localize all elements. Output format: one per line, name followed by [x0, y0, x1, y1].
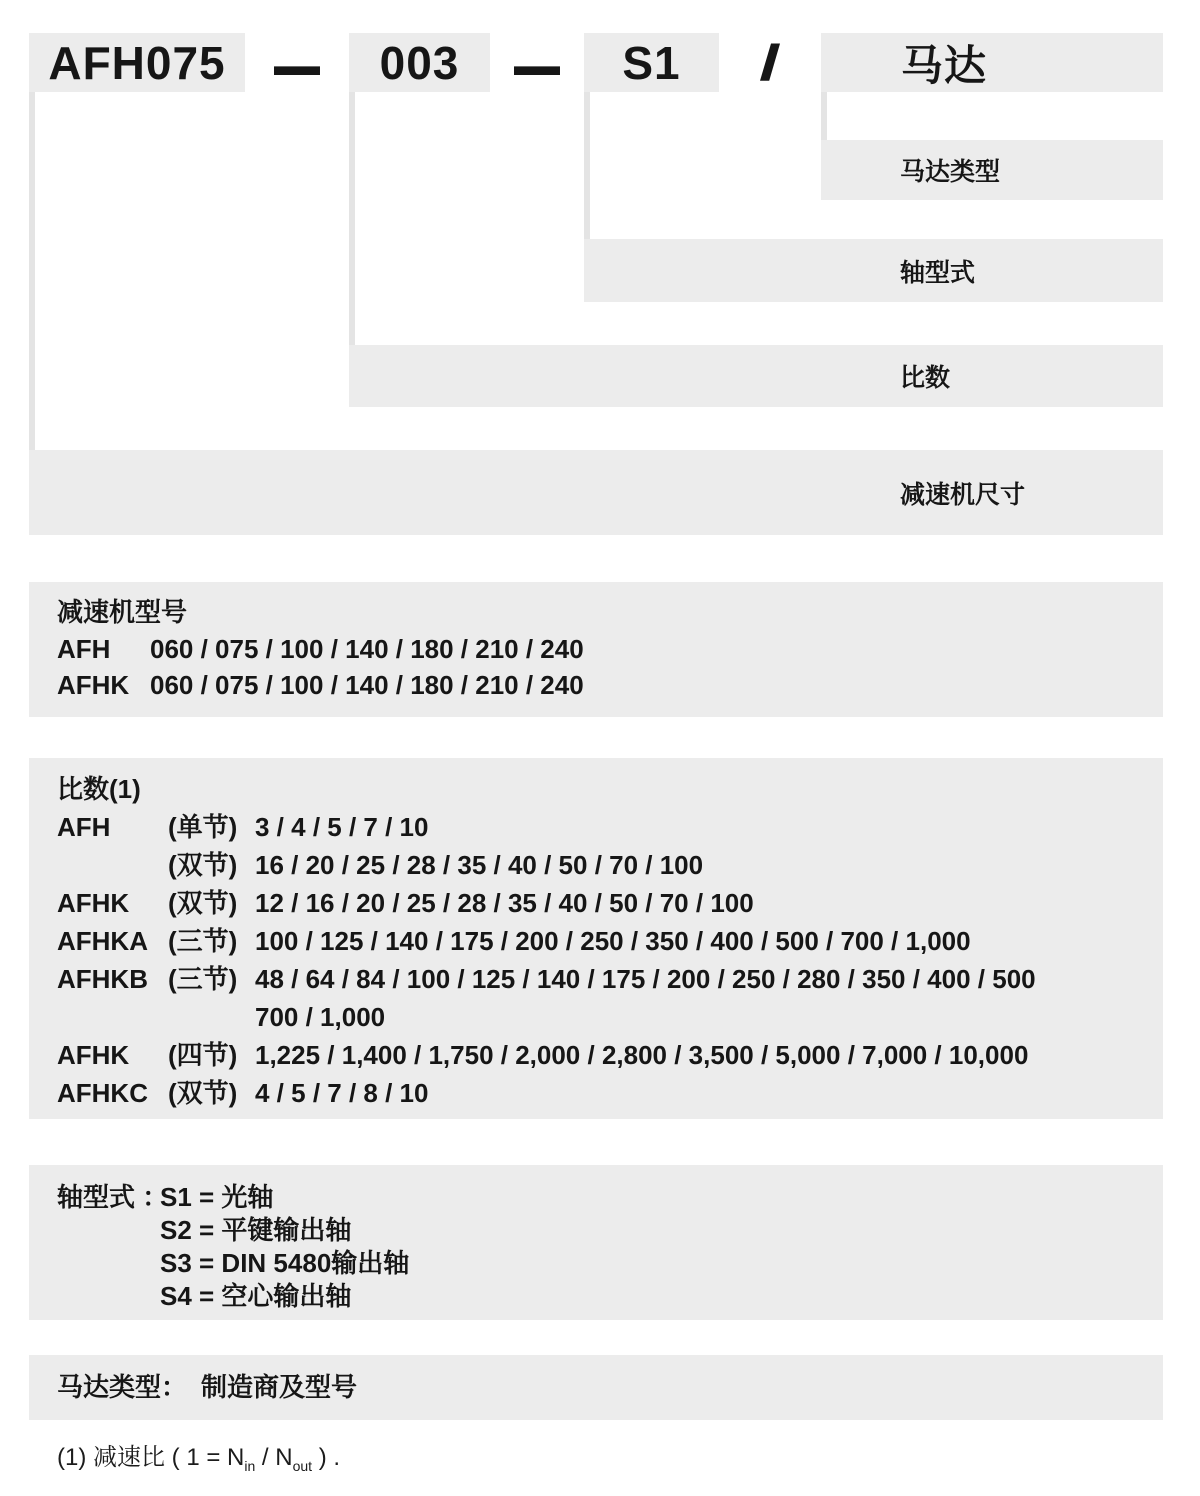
callout-ratio [349, 345, 1163, 407]
shaft-row [57, 1214, 1143, 1247]
ratio-row [57, 884, 1143, 922]
ratio-values: 12 / 16 / 20 / 25 / 28 / 35 / 40 / 50 / 70 / 100 [255, 888, 754, 918]
ratio-stage: (三节) [168, 964, 238, 994]
footnote-text: ) . [312, 1444, 341, 1471]
gearbox-model-section [29, 582, 1163, 717]
ratio-row [57, 922, 1143, 960]
model-sizes: 060 / 075 / 100 / 140 / 180 / 210 / 240 [150, 670, 584, 700]
shaft-row [57, 1247, 1143, 1280]
shaft-option: S4 = 空心输出轴 [160, 1281, 352, 1311]
ratio-values: 1,225 / 1,400 / 1,750 / 2,000 / 2,800 / 3,500 / 5,000 / 7,000 / 10,000 [255, 1040, 1029, 1070]
motor-type-section [29, 1355, 1163, 1420]
ratio-model: AFHKA [57, 926, 148, 956]
footnote-text: (1) 减速比 ( 1 = N [57, 1444, 245, 1471]
connector-line-ratio [349, 92, 355, 345]
model-row [57, 667, 1143, 703]
ratio-model: AFH [57, 812, 111, 842]
ratio-stage: (单节) [168, 812, 238, 842]
motor-type-label: 马达类型： [57, 1372, 188, 1402]
connector-line-size [29, 92, 35, 450]
ratio-values: 700 / 1,000 [255, 1002, 386, 1032]
gearbox-model-title: 减速机型号 [57, 597, 188, 627]
shaft-prefix-spacer [57, 1247, 160, 1280]
ratio-row [57, 846, 1143, 884]
model-row [57, 631, 1143, 667]
shaft-option: S2 = 平键输出轴 [160, 1215, 352, 1245]
callout-gearbox-size [29, 450, 1163, 535]
ratio-values: 48 / 64 / 84 / 100 / 125 / 140 / 175 / 200 / 250 / 280 / 350 / 400 / 500 [255, 964, 1036, 994]
ratio-values: 3 / 4 / 5 / 7 / 10 [255, 812, 429, 842]
code-motor-box: 马达 [821, 33, 1163, 92]
dash-separator-1: — [274, 13, 320, 112]
ratio-row [57, 960, 1143, 998]
code-ratio-box: 003 [349, 33, 490, 92]
ratio-model: AFHK [57, 888, 130, 918]
model-name: AFHK [57, 670, 130, 700]
ratio-section [29, 758, 1163, 1119]
ratio-stage [168, 998, 255, 1036]
footnote-sub-out: out [292, 1457, 313, 1474]
dash-separator-2: — [514, 13, 560, 112]
slash-separator: / [759, 34, 781, 91]
ratio-stage: (四节) [168, 1040, 238, 1070]
callout-shaft-type-label: 轴型式 [900, 258, 976, 287]
shaft-prefix-spacer [57, 1280, 160, 1313]
ratio-row [57, 808, 1143, 846]
ratio-model [57, 846, 168, 884]
footnote-ratio-definition [57, 1437, 340, 1472]
shaft-row [57, 1181, 1143, 1214]
shaft-option: S3 = DIN 5480输出轴 [160, 1248, 410, 1278]
ratio-row [57, 1036, 1143, 1074]
code-frame-size-box: AFH075 [29, 33, 245, 92]
ratio-model: AFHK [57, 1040, 130, 1070]
motor-type-value: 制造商及型号 [201, 1372, 358, 1402]
callout-gearbox-size-label: 减速机尺寸 [900, 480, 1026, 509]
callout-ratio-label: 比数 [900, 364, 951, 392]
code-shaft-box: S1 [584, 33, 719, 92]
ratio-section-title: 比数(1) [57, 774, 141, 804]
ratio-values: 100 / 125 / 140 / 175 / 200 / 250 / 350 / 400 / 500 / 700 / 1,000 [255, 926, 971, 956]
ratio-stage: (双节) [168, 1078, 238, 1108]
ratio-row [57, 1074, 1143, 1112]
callout-shaft-type [584, 239, 1163, 302]
shaft-section-prefix: 轴型式 ： [57, 1182, 169, 1212]
ratio-row-continuation [57, 998, 1143, 1036]
ratio-stage: (双节) [168, 888, 238, 918]
ratio-model: AFHKC [57, 1078, 148, 1108]
ratio-stage: (双节) [168, 850, 238, 880]
shaft-row [57, 1280, 1143, 1313]
ratio-model [57, 998, 168, 1036]
model-sizes: 060 / 075 / 100 / 140 / 180 / 210 / 240 [150, 634, 584, 664]
callout-motor-type [821, 140, 1163, 200]
connector-line-shaft [584, 92, 590, 239]
footnote-text: / N [255, 1444, 293, 1471]
shaft-type-section [29, 1165, 1163, 1320]
shaft-prefix-spacer [57, 1214, 160, 1247]
callout-motor-type-label: 马达类型 [900, 158, 1001, 186]
ratio-values: 16 / 20 / 25 / 28 / 35 / 40 / 50 / 70 / 100 [255, 850, 704, 880]
model-name: AFH [57, 634, 111, 664]
ratio-stage: (三节) [168, 926, 238, 956]
ratio-model: AFHKB [57, 964, 148, 994]
connector-line-motor [821, 92, 827, 140]
shaft-option: S1 = 光轴 [160, 1182, 274, 1212]
ratio-values: 4 / 5 / 7 / 8 / 10 [255, 1078, 429, 1108]
footnote-sub-in: in [244, 1457, 256, 1474]
